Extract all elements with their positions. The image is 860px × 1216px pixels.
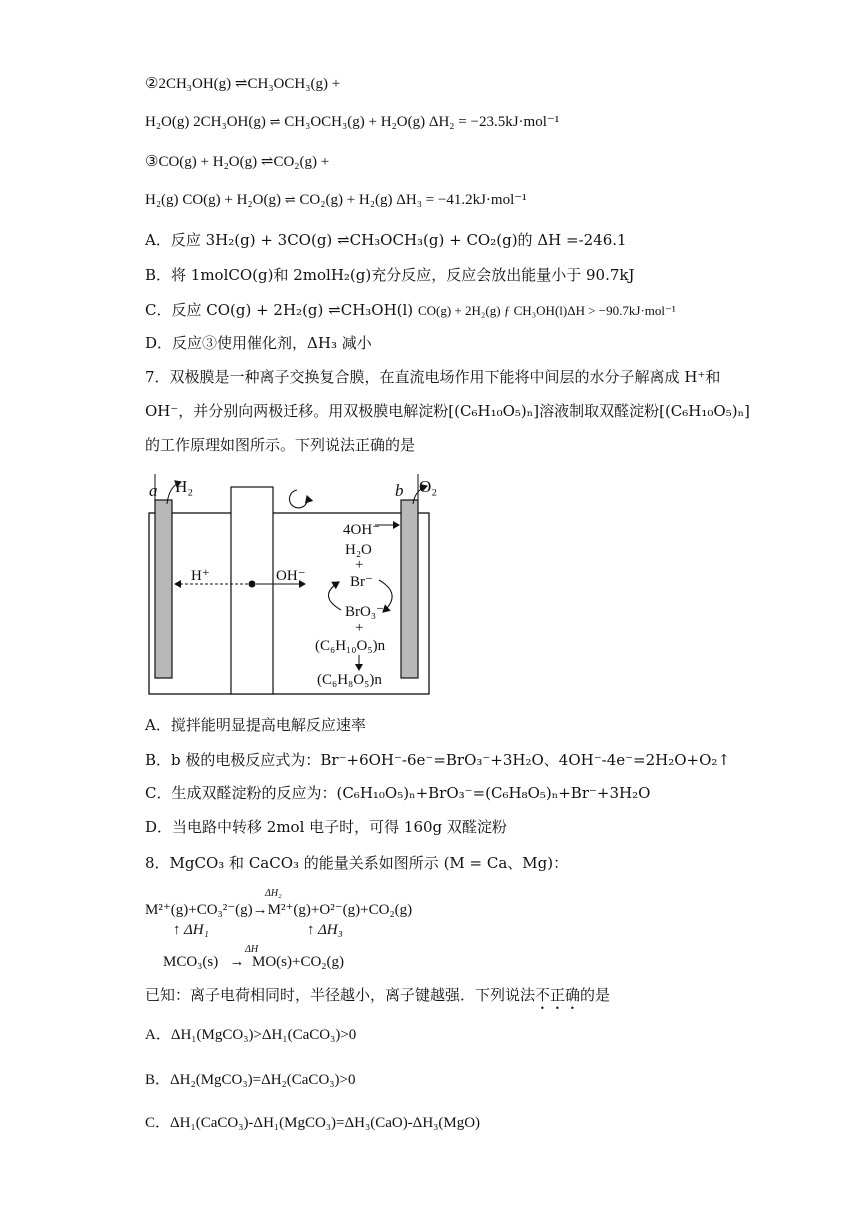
label-o2: O₂ <box>419 477 438 496</box>
q8-stem: 8．MgCO₃ 和 CaCO₃ 的能量关系如图所示 (M = Ca、Mg)： <box>145 854 569 872</box>
energy-cycle-diagram <box>145 888 505 984</box>
reaction-3-text: ③CO(g) + H₂O(g) ⇌CO₂(g) + <box>145 154 330 170</box>
q6-option-a: A．反应 3H₂(g) + 3CO(g) ⇌CH₃OCH₃(g) + CO₂(g)的 ΔH =-246.1 <box>145 231 627 249</box>
electrode-a <box>155 500 172 678</box>
cycle-top-row: M²⁺(g)+CO₃²⁻(g)→M²⁺(g)+O²⁻(g)+CO₂(g) <box>145 902 413 918</box>
q8-known-condition <box>145 985 610 1013</box>
reaction-3-left: CO(g) + H₂O(g) <box>182 192 281 208</box>
reaction-2-left: 2CH₃OH(g) <box>193 114 266 130</box>
q7-option-a: A．搅拌能明显提高电解反应速率 <box>145 716 366 734</box>
q7-stem-line-1: 7．双极膜是一种离子交换复合膜，在直流电场作用下能将中间层的水分子解离成 H⁺和 <box>145 368 721 386</box>
bipolar-membrane <box>231 487 273 694</box>
label-h2: H₂ <box>175 477 194 496</box>
q6-option-c-formula: CO(g) + 2H₂(g) ƒ CH₃OH(l)ΔH > −90.7kJ·mol⁻¹ <box>417 303 676 318</box>
reaction-2-text: ②2CH₃OH(g) ⇌CH₃OCH₃(g) + <box>145 76 341 92</box>
label-ohminus: OH⁻ <box>276 568 306 584</box>
label-hplus: H⁺ <box>191 568 210 584</box>
label-b: b <box>395 481 404 500</box>
reaction-2-fragment: H₂O(g) <box>145 114 190 130</box>
q6-option-d: D．反应③使用催化剂，ΔH₃ 减小 <box>145 334 372 352</box>
electrolytic-tank <box>149 513 429 694</box>
q8-emphasis-not-correct: 不正确 <box>535 986 581 1004</box>
label-dialdehyde-starch: (C₆H₈O₅)n <box>317 672 382 688</box>
bro3-to-br-arrow-icon <box>328 582 341 610</box>
q7-option-b: B．b 极的电极反应式为：Br⁻+6OH⁻-6e⁻=BrO₃⁻+3H₂O、4OH⁻-4e⁻=2H₂O+O₂↑ <box>145 751 731 769</box>
label-plus-1: + <box>355 557 364 573</box>
electrode-b <box>401 500 418 678</box>
q8-option-b: B．ΔH₂(MgCO₃)=ΔH₂(CaCO₃)>0 <box>145 1072 356 1088</box>
q6-option-c-text: C．反应 CO(g) + 2H₂(g) ⇌CH₃OH(l) <box>145 301 414 319</box>
reaction-3-fragment: H₂(g) <box>145 192 179 208</box>
q7-option-c: C．生成双醛淀粉的反应为：(C₆H₁₀O₅)ₙ+BrO₃⁻=(C₆H₈O₅)ₙ+Br⁻+3H₂O <box>145 784 651 802</box>
q7-option-d: D．当电路中转移 2mol 电子时，可得 160g 双醛淀粉 <box>145 818 507 836</box>
equilibrium-arrow-icon: ⇌ <box>269 114 281 129</box>
q7-stem-line-2: OH⁻，并分别向两极迁移。用双极膜电解淀粉[(C₆H₁₀O₅)ₙ]溶液制取双醛淀粉[(C₆H₁₀O₅)ₙ] <box>145 402 750 420</box>
q6-option-b: B．将 1molCO(g)和 2molH₂(g)充分反应，反应会放出能量小于 90.7kJ <box>145 266 635 284</box>
label-bro3: BrO₃⁻ <box>345 604 384 620</box>
reaction-3-right: CO₂(g) + H₂(g) ΔH₃ = −41.2kJ·mol⁻¹ <box>299 192 527 208</box>
label-4oh: 4OH⁻ <box>343 522 381 538</box>
label-plus-2: + <box>355 620 364 636</box>
q8-known-prefix: 已知：离子电荷相同时，半径越小，离子键越强．下列说法 <box>145 986 536 1004</box>
q8-option-c: C．ΔH₁(CaCO₃)-ΔH₁(MgCO₃)=ΔH₃(CaO)-ΔH₃(MgO) <box>145 1115 481 1131</box>
equilibrium-arrow-icon: ⇌ <box>284 192 296 207</box>
stirring-arrow-icon <box>289 490 307 508</box>
label-br: Br⁻ <box>350 574 373 590</box>
cycle-bottom-row: MCO₃(s) → MO(s)+CO₂(g) <box>163 954 344 970</box>
label-starch: (C₆H₁₀O₅)n <box>315 638 386 654</box>
label-h2o: H₂O <box>345 542 372 558</box>
label-a: a <box>149 481 158 500</box>
electrolysis-figure <box>145 466 445 700</box>
dh-label: ΔH <box>245 944 259 955</box>
membrane-center-dot <box>249 581 256 588</box>
q8-option-a: A．ΔH₁(MgCO₃)>ΔH₁(CaCO₃)>0 <box>145 1027 357 1043</box>
q6-option-c <box>145 300 676 321</box>
q7-stem-line-3: 的工作原理如图所示。下列说法正确的是 <box>145 436 416 454</box>
dh2-label: ΔH₂ <box>265 888 282 899</box>
reaction-2-equation <box>145 112 559 132</box>
dh1-up-arrow: ↑ ΔH₁ <box>173 922 209 938</box>
reaction-2-right: CH₃OCH₃(g) + H₂O(g) ΔH₂ = −23.5kJ·mol⁻¹ <box>284 114 560 130</box>
dh3-up-arrow: ↑ ΔH₃ <box>307 922 343 938</box>
reaction-3-equation <box>145 190 527 210</box>
q8-known-suffix: 的是 <box>580 986 611 1004</box>
